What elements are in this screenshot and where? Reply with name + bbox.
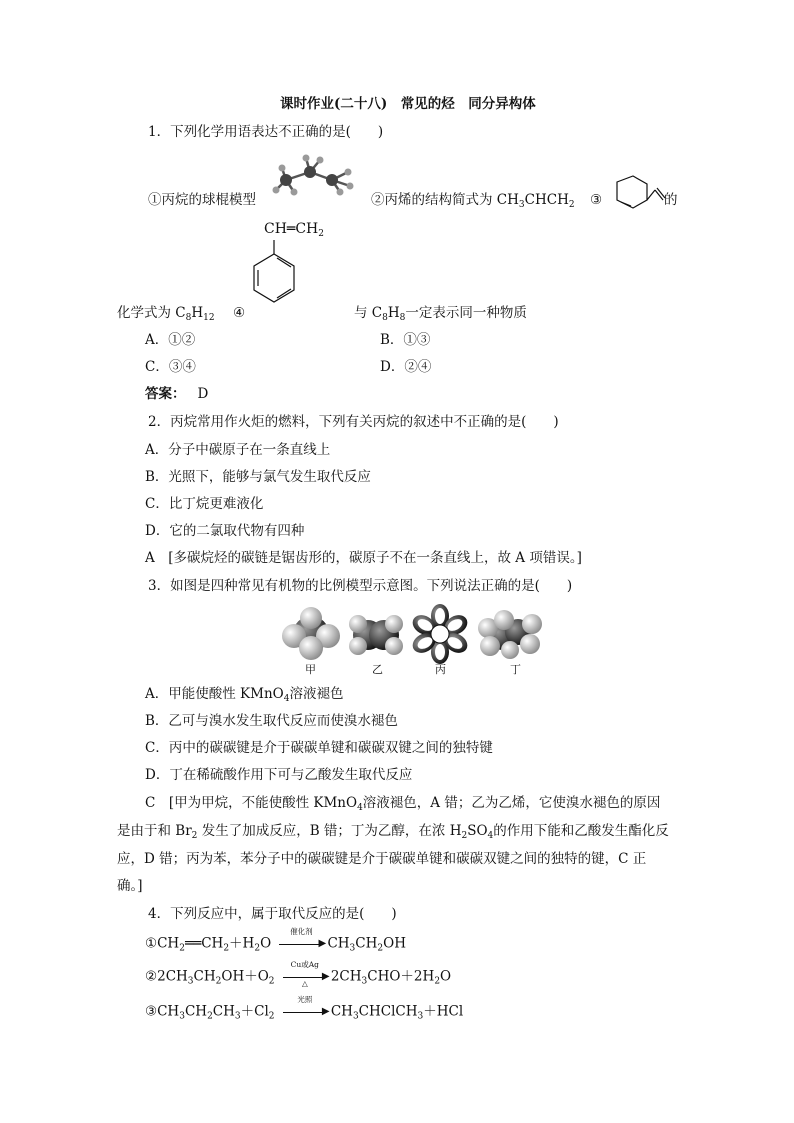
ethanol-space-filling-model [474, 606, 546, 662]
model-label-ding: 丁 [510, 663, 521, 676]
styrene-benzene-ring [246, 240, 302, 310]
q1-item1: ①丙烷的球棍模型 [148, 192, 256, 208]
q1-answer: 答案： D [145, 386, 209, 402]
q1-item4-text: 与 $C_8H_8$一定表示同一种物质 [354, 305, 527, 323]
q2-explanation: A [多碳烷烃的碳链是锯齿形的，碳原子不在一条直线上，故 A 项错误。] [145, 550, 582, 566]
q3-option-d: D．丁在稀硫酸作用下可与乙酸发生取代反应 [145, 767, 413, 783]
q1-option-b: B．①③ [380, 332, 431, 348]
cyclohexene-vinyl-structure [603, 172, 665, 216]
q4-reaction-2: $②2CH_3CH_2OH+O_2$ Cu或Ag ▶ △ $2CH_3CHO+2H_2O$ [145, 960, 452, 988]
q3-option-b: B．乙可与溴水发生取代反应而使溴水褪色 [145, 713, 398, 729]
q1-option-c: C．③④ [145, 359, 196, 375]
q1-item3-formula: 化学式为 $C_8H_{12}$ [117, 305, 215, 323]
q4-stem: 4．下列反应中，属于取代反应的是( ) [148, 906, 397, 922]
q3-explanation-line2: 是由于和 $Br_2$ 发生了加成反应，B 错；丁为乙醇，在浓 $H_2SO_4$的作用下能和乙酸发生酯化反 [117, 823, 669, 841]
q3-option-a: A．甲能使酸性 KMnO$_4$溶液褪色 [145, 686, 344, 704]
ethylene-space-filling-model [348, 612, 404, 658]
page-title: 课时作业(二十八) 常见的烃 同分异构体 [280, 96, 536, 112]
styrene-vinyl-label: $CH═CH_2$ [264, 221, 325, 239]
model-label-bing: 丙 [435, 663, 446, 676]
model-label-jia: 甲 [305, 663, 316, 676]
q4-reaction-1: $①CH_2══CH_2+H_2O$ 催化剂 ▶ $CH_3CH_2OH$ [145, 927, 406, 954]
q1-stem: 1．下列化学用语表达不正确的是( ) [148, 124, 384, 140]
q2-option-d: D．它的二氯取代物有四种 [145, 523, 305, 539]
q2-option-a: A．分子中碳原子在一条直线上 [145, 442, 331, 458]
q2-stem: 2．丙烷常用作火炬的燃料，下列有关丙烷的叙述中不正确的是( ) [148, 414, 559, 430]
q1-item2: ②丙烯的结构简式为 $CH_3CHCH_2$ [371, 192, 575, 210]
reaction-arrow: Cu或Ag ▶ △ [279, 970, 331, 984]
q1-option-d: D．②④ [380, 359, 432, 375]
q3-explanation-line1: C [甲为甲烷，不能使酸性 KMnO$_4$溶液褪色，A 错；乙为乙烯，它使溴水褪色的原因 [145, 795, 661, 813]
q3-explanation-line3: 应，D 错；丙为苯，苯分子中的碳碳键是介于碳碳单键和碳碳双键之间的独特的键，C 正 [117, 851, 647, 867]
q1-option-a: A．①② [145, 332, 196, 348]
reaction-arrow: 催化剂 ▶ [275, 937, 327, 951]
q4-reaction-3: $③CH_3CH_2CH_3+Cl_2$ 光照 ▶ $CH_3CHClCH_3+HCl$ [145, 995, 464, 1022]
q2-option-c: C．比丁烷更难液化 [145, 496, 264, 512]
q3-stem: 3．如图是四种常见有机物的比例模型示意图。下列说法正确的是( ) [148, 578, 573, 594]
model-label-yi: 乙 [372, 663, 383, 676]
methane-space-filling-model [276, 606, 346, 662]
q2-option-b: B．光照下，能够与氯气发生取代反应 [145, 469, 371, 485]
q1-item3-suffix: 的 [664, 192, 678, 208]
benzene-space-filling-model [410, 604, 470, 664]
q1-item4-prefix: ④ [233, 305, 246, 321]
propane-ball-stick-model [268, 150, 358, 200]
reaction-arrow: 光照 ▶ [279, 1005, 331, 1019]
q3-option-c: C．丙中的碳碳键是介于碳碳单键和碳碳双键之间的独特键 [145, 740, 493, 756]
q1-item3-prefix: ③ [590, 192, 603, 208]
q3-explanation-line4: 确。] [117, 878, 143, 894]
